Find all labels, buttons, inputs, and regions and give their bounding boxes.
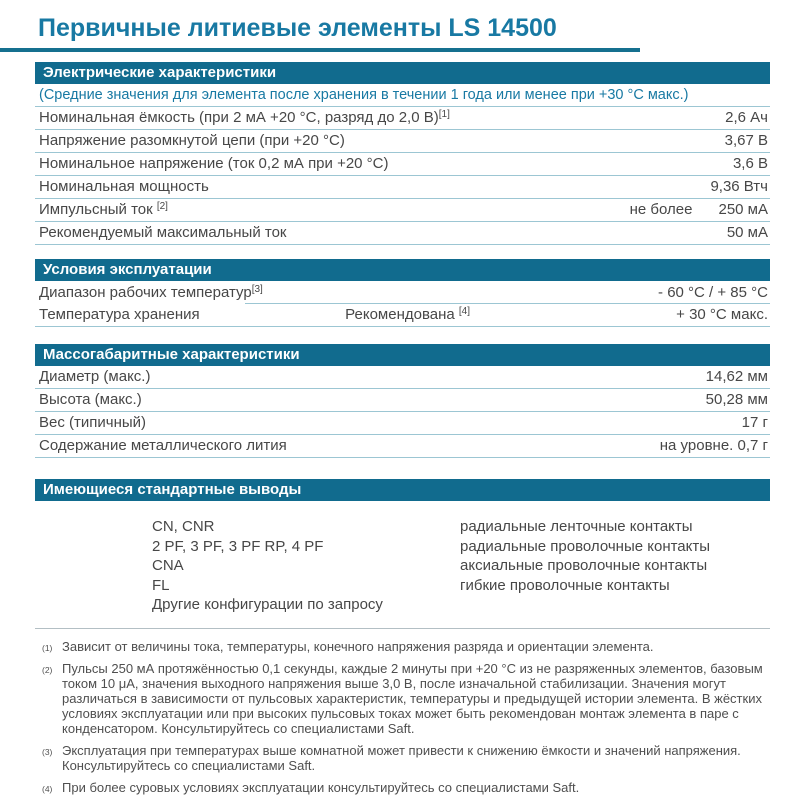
row-label: Номинальная ёмкость (при 2 мА +20 °С, разряд до 2,0 В)[1] (39, 109, 450, 126)
page-title: Первичные литиевые элементы LS 14500 (38, 14, 557, 42)
terminal-description: радиальные проволочные контакты (460, 537, 711, 555)
content (35, 62, 770, 795)
terminal-code: Другие конфигурации по запросу (152, 596, 383, 613)
footnote-text: Эксплуатация при температурах выше комнатной может привести к снижению ёмкости и значений напряжения. Консультируйтесь со специалистами Saft. (62, 742, 741, 773)
table-row (35, 176, 770, 199)
footnote (35, 661, 770, 736)
section-terminals (35, 479, 770, 615)
row-value: 250 мА (718, 201, 768, 218)
terminal-description: аксиальные проволочные контакты (460, 557, 708, 574)
list-item (152, 517, 770, 537)
footnote-ref: [1] (438, 109, 450, 120)
section-dimensions (35, 344, 770, 458)
row-label: Содержание металлического лития (39, 437, 287, 454)
footnote-ref: [3] (251, 284, 263, 295)
dimensions-table (35, 366, 770, 458)
operating-table (35, 281, 770, 327)
terminal-code: FL (152, 576, 170, 594)
table-row (35, 389, 770, 412)
row-label: Рекомендуемый максимальный ток (39, 224, 287, 241)
table-row (35, 366, 770, 389)
table-row (35, 153, 770, 176)
table-row (35, 304, 770, 327)
row-label: Вес (типичный) (39, 414, 147, 431)
row-value: + 30 °С макс. (676, 306, 768, 323)
terminal-description: радиальные ленточные контакты (460, 518, 693, 535)
row-label: Высота (макс.) (39, 391, 142, 408)
footnote (35, 743, 770, 773)
footnote-marker: (4) (42, 783, 53, 794)
terminal-description (460, 595, 770, 615)
row-label: Импульсный ток [2] (39, 201, 168, 218)
row-value: 2,6 Ач (725, 109, 768, 126)
row-value: 3,6 В (732, 155, 768, 172)
list-item (152, 537, 770, 557)
terminal-code: CNA (152, 557, 184, 574)
row-label: Диапазон рабочих температур[3] (39, 284, 263, 301)
footnote-marker: (1) (42, 642, 53, 653)
section-operating (35, 259, 770, 327)
terminal-description: гибкие проволочные контакты (460, 576, 670, 594)
row-value: 50,28 мм (705, 391, 768, 408)
table-row (35, 107, 770, 130)
footnote-marker: (3) (42, 746, 53, 757)
electrical-subtitle: (Средние значения для элемента после хранения в течении 1 года или менее при +30 °С макс.) (35, 84, 770, 107)
section-header-dimensions: Массогабаритные характеристики (35, 344, 770, 366)
section-electrical (35, 62, 770, 245)
list-item (152, 556, 770, 576)
row-label: Номинальное напряжение (ток 0,2 мА при +20 °С) (39, 155, 389, 172)
row-value: на уровне. 0,7 г (659, 437, 768, 454)
table-row (35, 435, 770, 458)
row-value: 50 мА (726, 224, 768, 241)
footnote (35, 780, 770, 795)
footnotes (35, 639, 770, 795)
footnote (35, 639, 770, 654)
footnote-ref: [4] (458, 306, 471, 317)
table-row (35, 412, 770, 435)
list-item (152, 576, 770, 596)
footnotes-divider (35, 628, 770, 629)
footnote-text: Пульсы 250 мА протяжённостью 0,1 секунды, каждые 2 минуты при +20 °С из не разряженных элементов, базовым током 10 μА, значения выходного напряжения выше 3,0 В, после изначальной стабилизации. Значения могут различаться в зависимости от пульсовых характеристик, температуры и предыдущей истории элемента. В жёстких условиях эксплуатации или при высоких пульсовых токах может быть рекомендован монтаж элемента в паре с конденсатором. Консультируйтесь со специалистами Saft. (62, 660, 763, 736)
footnote-text: При более суровых условиях эксплуатации консультируйтесь со специалистами Saft. (62, 779, 580, 795)
electrical-table (35, 107, 770, 245)
row-value: - 60 °С / + 85 °С (658, 284, 768, 301)
section-header-terminals: Имеющиеся стандартные выводы (35, 479, 770, 501)
row-label: Напряжение разомкнутой цепи (при +20 °С) (39, 132, 345, 149)
row-value: 3,67 В (724, 132, 768, 149)
terminal-code: CN, CNR (152, 518, 215, 535)
footnote-text: Зависит от величины тока, температуры, конечного напряжения разряда и ориентации элемента. (62, 638, 654, 654)
row-middle: Рекомендована [4] (345, 306, 471, 323)
table-row (35, 222, 770, 245)
row-qualifier: не более (629, 201, 693, 218)
table-row (35, 130, 770, 153)
row-label: Номинальная мощность (39, 178, 209, 195)
row-value: 9,36 Втч (710, 178, 768, 195)
datasheet-page (0, 12, 800, 800)
terminals-list (152, 517, 770, 615)
list-item (152, 595, 770, 615)
section-header-operating: Условия эксплуатации (35, 259, 770, 281)
row-value: 14,62 мм (705, 368, 768, 385)
row-label: Температура хранения (39, 306, 200, 323)
footnote-marker: (2) (42, 664, 53, 675)
footnote-ref: [2] (156, 201, 168, 212)
row-value: 17 г (741, 414, 768, 431)
table-row (35, 199, 770, 222)
section-header-electrical: Электрические характеристики (35, 62, 770, 84)
terminal-code: 2 PF, 3 PF, 3 PF RP, 4 PF (152, 537, 324, 555)
title-underline (0, 48, 640, 52)
row-label: Диаметр (макс.) (39, 368, 151, 385)
table-row (35, 281, 770, 304)
